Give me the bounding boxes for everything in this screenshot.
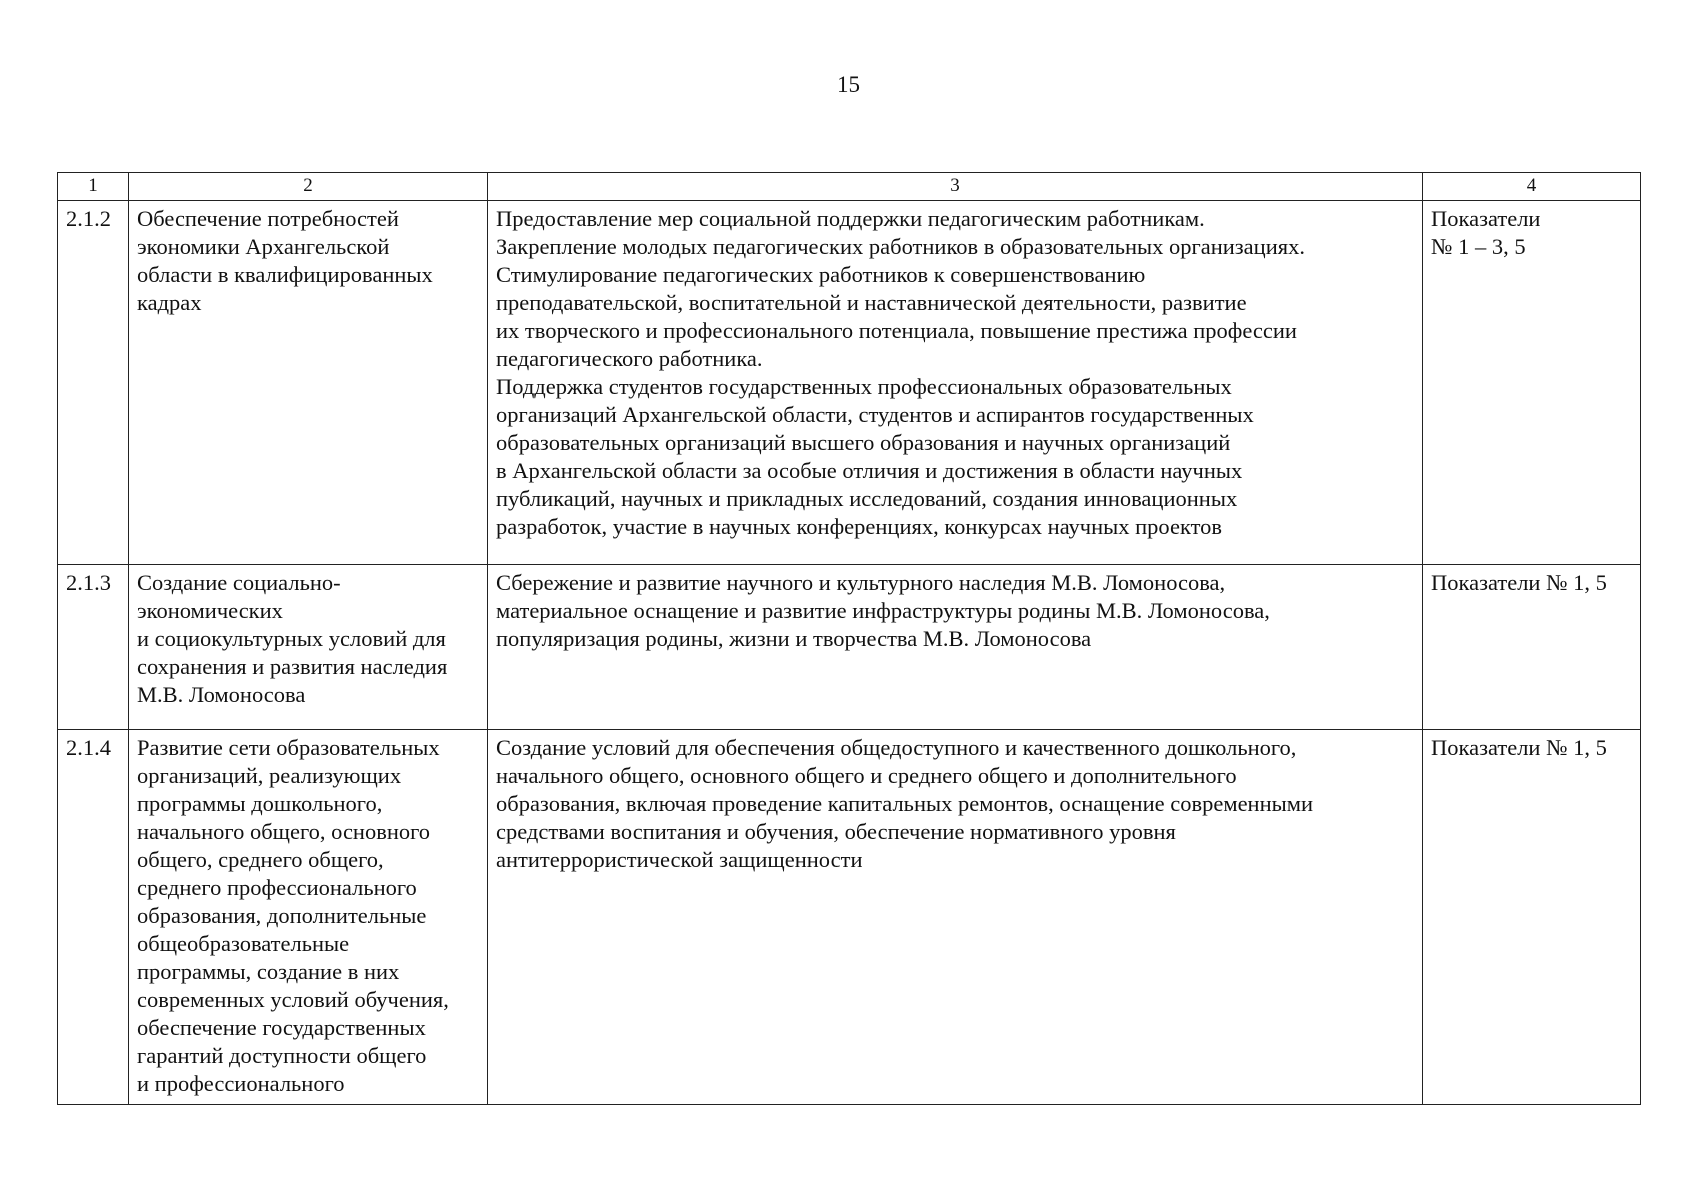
- indicator-line: Показатели № 1, 5: [1431, 570, 1607, 595]
- task-line: и социокультурных условий для: [137, 626, 446, 651]
- task-line: экономики Архангельской: [137, 234, 390, 259]
- indicator-line: Показатели № 1, 5: [1431, 735, 1607, 760]
- indicator-cell: [1423, 565, 1641, 730]
- content-line: начального общего, основного общего и среднего общего и дополнительного: [496, 763, 1237, 788]
- task-line: программы дошкольного,: [137, 791, 383, 816]
- task-line: общеобразовательные: [137, 931, 350, 956]
- content-cell: [488, 730, 1423, 1105]
- row-number: 2.1.2: [58, 201, 129, 565]
- header-col-2: 2: [129, 173, 488, 201]
- indicator-line: Показатели: [1431, 206, 1541, 231]
- task-line: М.В. Ломоносова: [137, 682, 306, 707]
- content-line: публикаций, научных и прикладных исследований, создания инновационных: [496, 486, 1238, 511]
- header-col-4: 4: [1423, 173, 1641, 201]
- content-line: Стимулирование педагогических работников к совершенствованию: [496, 262, 1146, 287]
- content-line: популяризация родины, жизни и творчества М.В. Ломоносова: [496, 626, 1092, 651]
- task-line: области в квалифицированных: [137, 262, 433, 287]
- content-line: антитеррористической защищенности: [496, 847, 863, 872]
- table-row: [58, 565, 1641, 730]
- content-line: Закрепление молодых педагогических работников в образовательных организациях.: [496, 234, 1305, 259]
- content-line: их творческого и профессионального потенциала, повышение престижа профессии: [496, 318, 1297, 343]
- task-line: гарантий доступности общего: [137, 1043, 427, 1068]
- header-col-1: 1: [58, 173, 129, 201]
- content-line: Предоставление мер социальной поддержки педагогическим работникам.: [496, 206, 1205, 231]
- task-line: образования, дополнительные: [137, 903, 427, 928]
- row-number: 2.1.4: [58, 730, 129, 1105]
- content-line: средствами воспитания и обучения, обеспечение нормативного уровня: [496, 819, 1176, 844]
- content-cell: [488, 565, 1423, 730]
- task-cell: [129, 201, 488, 565]
- task-line: среднего профессионального: [137, 875, 417, 900]
- row-number: 2.1.3: [58, 565, 129, 730]
- task-line: сохранения и развития наследия: [137, 654, 448, 679]
- task-line: общего, среднего общего,: [137, 847, 384, 872]
- content-line: в Архангельской области за особые отличия и достижения в области научных: [496, 458, 1243, 483]
- content-line: разработок, участие в научных конференциях, конкурсах научных проектов: [496, 514, 1222, 539]
- content-line: материальное оснащение и развитие инфраструктуры родины М.В. Ломоносова,: [496, 598, 1270, 623]
- header-col-3: 3: [488, 173, 1423, 201]
- table-row: [58, 201, 1641, 565]
- measures-table: [57, 172, 1641, 1105]
- header-row: [58, 173, 1641, 201]
- indicator-line: № 1 – 3, 5: [1431, 234, 1526, 259]
- content-line: образовательных организаций высшего образования и научных организаций: [496, 430, 1231, 455]
- task-line: кадрах: [137, 290, 202, 315]
- content-line: преподавательской, воспитательной и наставнической деятельности, развитие: [496, 290, 1247, 315]
- task-line: экономических: [137, 598, 283, 623]
- content-cell: [488, 201, 1423, 565]
- task-cell: [129, 730, 488, 1105]
- content-line: образования, включая проведение капитальных ремонтов, оснащение современными: [496, 791, 1314, 816]
- content-line: Поддержка студентов государственных профессиональных образовательных: [496, 374, 1232, 399]
- content-line: Создание условий для обеспечения общедоступного и качественного дошкольного,: [496, 735, 1297, 760]
- task-line: Обеспечение потребностей: [137, 206, 399, 231]
- task-line: современных условий обучения,: [137, 987, 449, 1012]
- task-line: Развитие сети образовательных: [137, 735, 440, 760]
- task-line: Создание социально-: [137, 570, 341, 595]
- indicator-cell: [1423, 730, 1641, 1105]
- content-line: Сбережение и развитие научного и культурного наследия М.В. Ломоносова,: [496, 570, 1226, 595]
- table-row: [58, 730, 1641, 1105]
- page-number: 15: [837, 72, 860, 97]
- indicator-cell: [1423, 201, 1641, 565]
- task-line: организаций, реализующих: [137, 763, 402, 788]
- content-line: педагогического работника.: [496, 346, 763, 371]
- task-line: обеспечение государственных: [137, 1015, 426, 1040]
- task-line: и профессионального: [137, 1071, 345, 1096]
- task-line: программы, создание в них: [137, 959, 400, 984]
- content-line: организаций Архангельской области, студентов и аспирантов государственных: [496, 402, 1254, 427]
- task-line: начального общего, основного: [137, 819, 431, 844]
- task-cell: [129, 565, 488, 730]
